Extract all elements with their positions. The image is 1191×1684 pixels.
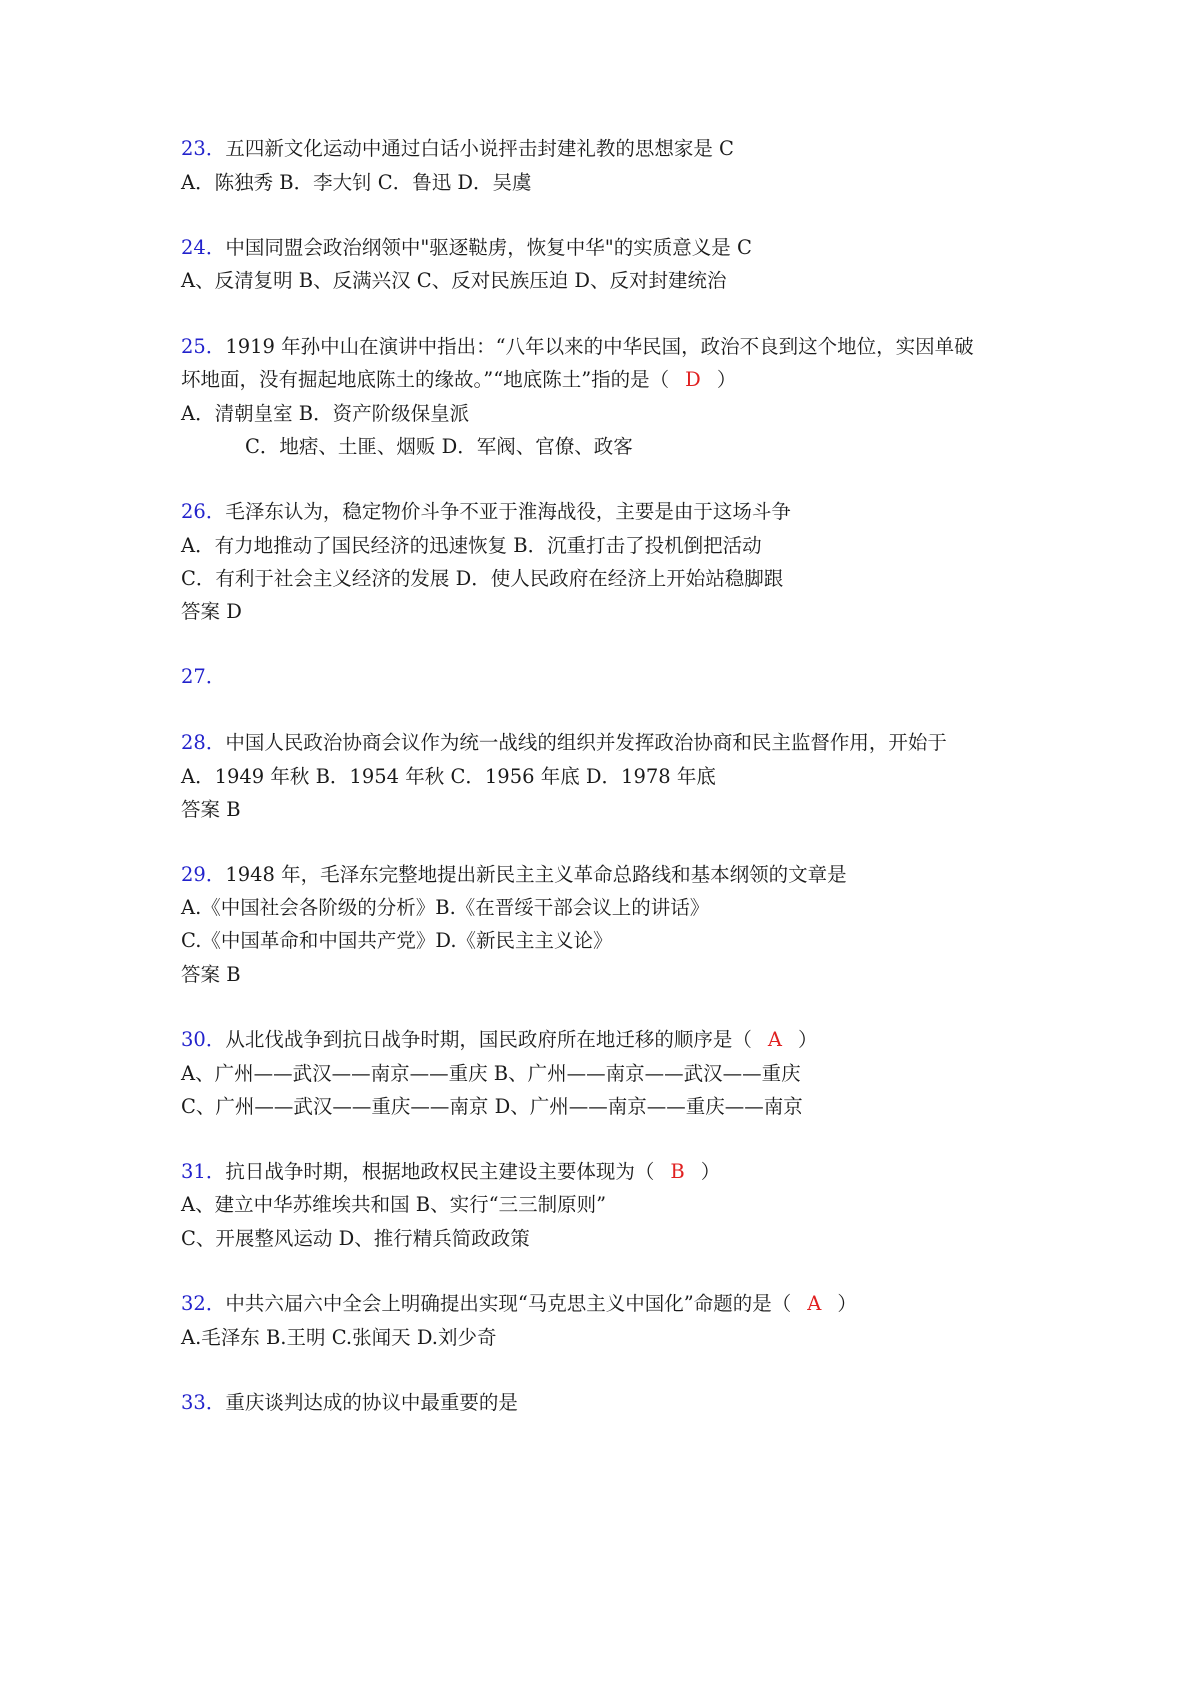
question-text: 中国同盟会政治纲领中"驱逐鞑虏，恢复中华"的实质意义是 C — [225, 236, 752, 259]
question-31-stem — [181, 1160, 720, 1184]
question-text: ） — [837, 1292, 857, 1315]
question-text: 中国人民政治协商会议作为统一战线的组织并发挥政治协商和民主监督作用，开始于 — [225, 731, 947, 754]
question-number: 28． — [181, 731, 226, 754]
answer-mark: D — [685, 368, 701, 391]
question-32-options: A.毛泽东 B.王明 C.张闻天 D.刘少奇 — [181, 1326, 497, 1349]
question-32-stem — [181, 1292, 857, 1316]
question-28-answer: 答案 B — [181, 798, 241, 821]
question-28-stem — [181, 731, 947, 755]
question-number: 25． — [181, 335, 226, 358]
question-25-stem-line2 — [181, 368, 736, 392]
question-27-stem — [181, 665, 225, 689]
question-29-answer: 答案 B — [181, 963, 241, 986]
question-31-options-2: C、开展整风运动 D、推行精兵简政政策 — [181, 1227, 530, 1250]
question-31-options-1: A、建立中华苏维埃共和国 B、实行“三三制原则” — [181, 1193, 607, 1216]
question-30-stem — [181, 1028, 817, 1052]
question-text: ） — [797, 1028, 818, 1051]
question-number: 33． — [181, 1391, 226, 1414]
question-text: 抗日战争时期，根据地政权民主建设主要体现为（ — [225, 1160, 655, 1183]
question-29-stem — [181, 863, 847, 887]
question-25-options-2: C．地痞、土匪、烟贩 D．军阀、官僚、政客 — [245, 435, 633, 458]
answer-mark: A — [767, 1028, 782, 1051]
question-26-options-2: C．有利于社会主义经济的发展 D．使人民政府在经济上开始站稳脚跟 — [181, 567, 784, 590]
question-number: 30． — [181, 1028, 226, 1051]
question-text: 1919 年孙中山在演讲中指出：“八年以来的中华民国，政治不良到这个地位，实因单破 — [225, 335, 974, 358]
question-26-options-1: A．有力地推动了国民经济的迅速恢复 B．沉重打击了投机倒把活动 — [181, 534, 762, 557]
question-text: ） — [700, 1160, 721, 1183]
question-29-options-1: A.《中国社会各阶级的分析》B.《在晋绥干部会议上的讲话》 — [181, 896, 710, 919]
question-number: 32． — [181, 1292, 226, 1315]
question-23-stem — [181, 137, 734, 161]
question-text: 五四新文化运动中通过白话小说抨击封建礼教的思想家是 C — [225, 137, 734, 160]
question-number: 29． — [181, 863, 226, 886]
question-number: 24． — [181, 236, 226, 259]
question-text: 从北伐战争到抗日战争时期，国民政府所在地迁移的顺序是（ — [225, 1028, 752, 1051]
question-28-options: A．1949 年秋 B．1954 年秋 C．1956 年底 D．1978 年底 — [181, 765, 716, 788]
question-number: 27． — [181, 665, 226, 688]
question-text: 重庆谈判达成的协议中最重要的是 — [225, 1391, 518, 1414]
question-25-stem-line1 — [181, 335, 974, 359]
question-24-options: A、反清复明 B、反满兴汉 C、反对民族压迫 D、反对封建统治 — [181, 269, 727, 292]
question-number: 26． — [181, 500, 226, 523]
question-29-options-2: C.《中国革命和中国共产党》D.《新民主主义论》 — [181, 929, 613, 952]
question-30-options-1: A、广州——武汉——南京——重庆 B、广州——南京——武汉——重庆 — [181, 1062, 801, 1085]
question-text: 中共六届六中全会上明确提出实现“马克思主义中国化”命题的是（ — [225, 1292, 792, 1315]
answer-mark: B — [670, 1160, 685, 1183]
question-text: 坏地面，没有掘起地底陈土的缘故。”“地底陈土”指的是（ — [181, 368, 670, 391]
question-text: ） — [716, 368, 737, 391]
question-24-stem — [181, 236, 752, 260]
question-text: 1948 年，毛泽东完整地提出新民主主义革命总路线和基本纲领的文章是 — [225, 863, 847, 886]
question-number: 31． — [181, 1160, 226, 1183]
question-text: 毛泽东认为，稳定物价斗争不亚于淮海战役，主要是由于这场斗争 — [225, 500, 791, 523]
answer-mark: A — [807, 1292, 822, 1315]
question-25-options-1: A．清朝皇室 B．资产阶级保皇派 — [181, 402, 470, 425]
question-30-options-2: C、广州——武汉——重庆——南京 D、广州——南京——重庆——南京 — [181, 1095, 803, 1118]
question-26-answer: 答案 D — [181, 600, 242, 623]
question-23-options: A．陈独秀 B．李大钊 C．鲁迅 D．吴虞 — [181, 171, 532, 194]
question-33-stem — [181, 1391, 518, 1415]
question-26-stem — [181, 500, 791, 524]
question-number: 23． — [181, 137, 226, 160]
